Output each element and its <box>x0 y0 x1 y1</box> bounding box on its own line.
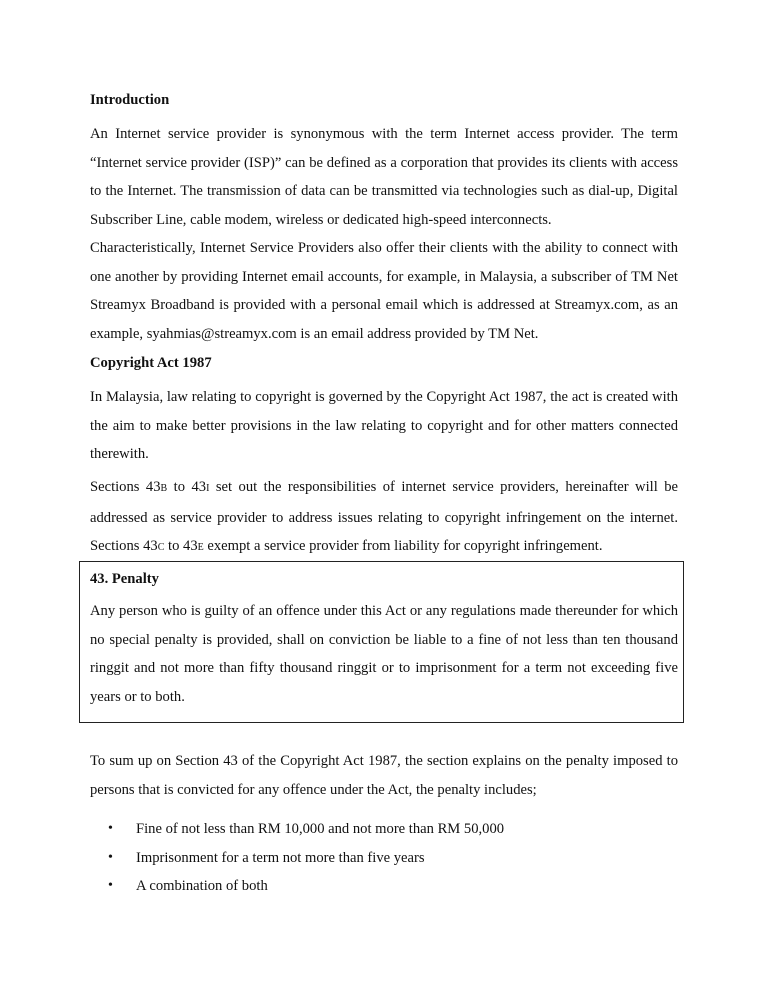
copyright-paragraph-1-text: In Malaysia, law relating to copyright is governed by the Copyright Act 1987, the act is created with the aim to make better provisions in the law relating to copyright and for other matters connected therewith. <box>90 389 678 462</box>
introduction-paragraph-2 <box>90 234 678 348</box>
introduction-paragraph-1 <box>90 120 678 234</box>
introduction-paragraph-2-text: Characteristically, Internet Service Providers also offer their clients with the ability to connect with one another by providing Internet email accounts, for example, in Malaysia, a subscriber of TM Net Streamyx Broadband is provided with a personal email which is addressed at Streamyx.com, as an example, syahmias@streamyx.com is an email address provided by TM Net. <box>90 240 678 342</box>
copyright-paragraph-1 <box>90 383 678 469</box>
copyright-act-heading: Copyright Act 1987 <box>90 355 212 371</box>
introduction-paragraph-1-text: An Internet service provider is synonymous with the term Internet access provider. The term “Internet service provider (ISP)” can be defined as a corporation that provides its clients with access to the Internet. The transmission of data can be transmitted via technologies such as dial-up, Digital Subscriber Line, cable modem, wireless or dedicated high-speed interconnects. <box>90 126 678 228</box>
penalty-paragraph-text: Any person who is guilty of an offence under this Act or any regulations made thereunder for which no special penalty is provided, shall on conviction be liable to a fine of not less than ten thousand ringgit and not more than fifty thousand ringgit or to imprisonment for a term not exceeding five years or to both. <box>90 603 678 705</box>
copyright-paragraph-2-text: Sections 43B to 43I set out the responsibilities of internet service providers, hereinafter will be addressed as service provider to address issues relating to copyright infringement on the internet. Sections 43C to 43E exempt a service provider from liability for copyright infringement. <box>90 479 678 554</box>
penalty-bullet-list <box>108 815 668 901</box>
list-item: • Fine of not less than RM 10,000 and not more than RM 50,000 <box>108 815 668 844</box>
list-item: • A combination of both <box>108 872 668 901</box>
summary-paragraph <box>90 747 678 804</box>
summary-paragraph-text: To sum up on Section 43 of the Copyright Act 1987, the section explains on the penalty imposed to persons that is convicted for any offence under the Act, the penalty includes; <box>90 753 678 798</box>
introduction-heading: Introduction <box>90 92 170 108</box>
copyright-paragraph-2 <box>90 473 678 563</box>
penalty-heading: 43. Penalty <box>90 571 159 587</box>
list-item: • Imprisonment for a term not more than five years <box>108 844 668 873</box>
penalty-paragraph <box>90 597 678 711</box>
